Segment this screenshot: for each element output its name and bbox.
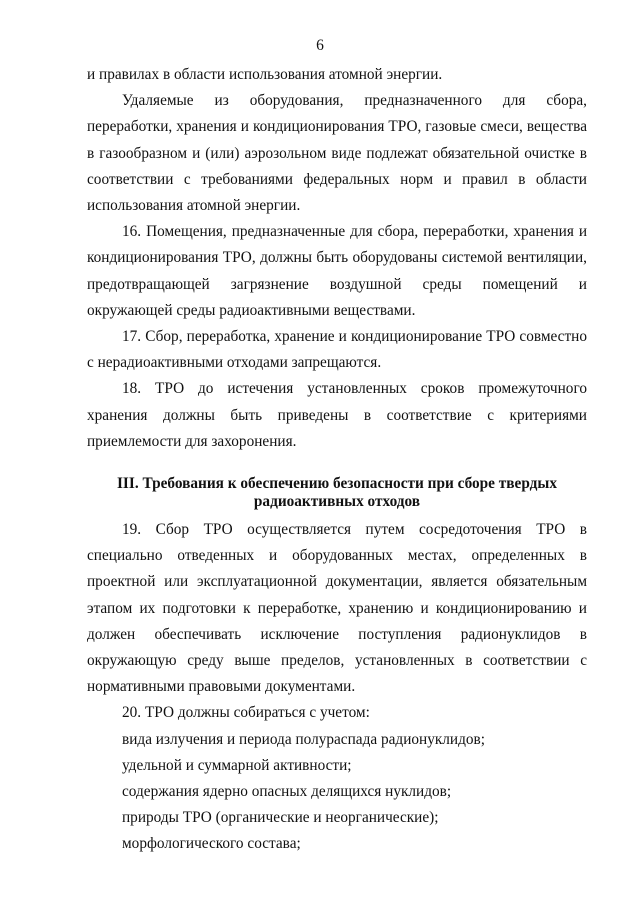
section-heading-line-1: III. Требования к обеспечению безопасности при сборе твердых xyxy=(116,475,557,493)
document-body xyxy=(87,62,587,858)
list-item: содержания ядерно опасных делящихся нуклидов; xyxy=(122,783,452,801)
list-item: удельной и суммарной активности; xyxy=(122,756,352,774)
list-item: природы ТРО (органические и неорганические); xyxy=(122,809,439,827)
page-number: 6 xyxy=(316,37,324,54)
section-heading xyxy=(87,475,587,511)
section-heading-line-2: радиоактивных отходов xyxy=(253,493,421,511)
paragraph-17: 17. Сбор, переработка, хранение и кондиционирование ТРО совместно с нерадиоактивными отходами запрещаются. xyxy=(87,328,587,372)
paragraph-continuation: и правилах в области использования атомной энергии. xyxy=(87,66,443,83)
paragraph-19: 19. Сбор ТРО осуществляется путем сосредоточения ТРО в специально отведенных и оборудованных местах, определенных в проектной или эксплуатационной документации, является обязательным этапом их подготовки к переработке, хранению и кондиционированию и должен обеспечивать исключение поступления радионуклидов в окружающую среду выше пределов, установленных в соответствии с нормативными правовыми документами. xyxy=(87,521,587,696)
list-item: вида излучения и периода полураспада радионуклидов; xyxy=(122,730,486,748)
paragraph-20: 20. ТРО должны собираться с учетом: xyxy=(122,704,370,722)
paragraph-18: 18. ТРО до истечения установленных сроков промежуточного хранения должны быть приведены в соответствие с критериями приемлемости для захоронения. xyxy=(87,380,587,450)
paragraph-16: 16. Помещения, предназначенные для сбора, переработки, хранения и кондиционирования ТРО, должны быть оборудованы системой вентиляции, предотвращающей загрязнение воздушной среды помещений и окружающей среды радиоактивными веществами. xyxy=(87,223,587,319)
list-item: морфологического состава; xyxy=(122,835,301,853)
paragraph-removed-gases: Удаляемые из оборудования, предназначенного для сбора, переработки, хранения и кондиционирования ТРО, газовые смеси, вещества в газообразном и (или) аэрозольном виде подлежат обязательной очистке в соответствии с требованиями федеральных норм и правил в области использования атомной энергии. xyxy=(87,92,587,215)
